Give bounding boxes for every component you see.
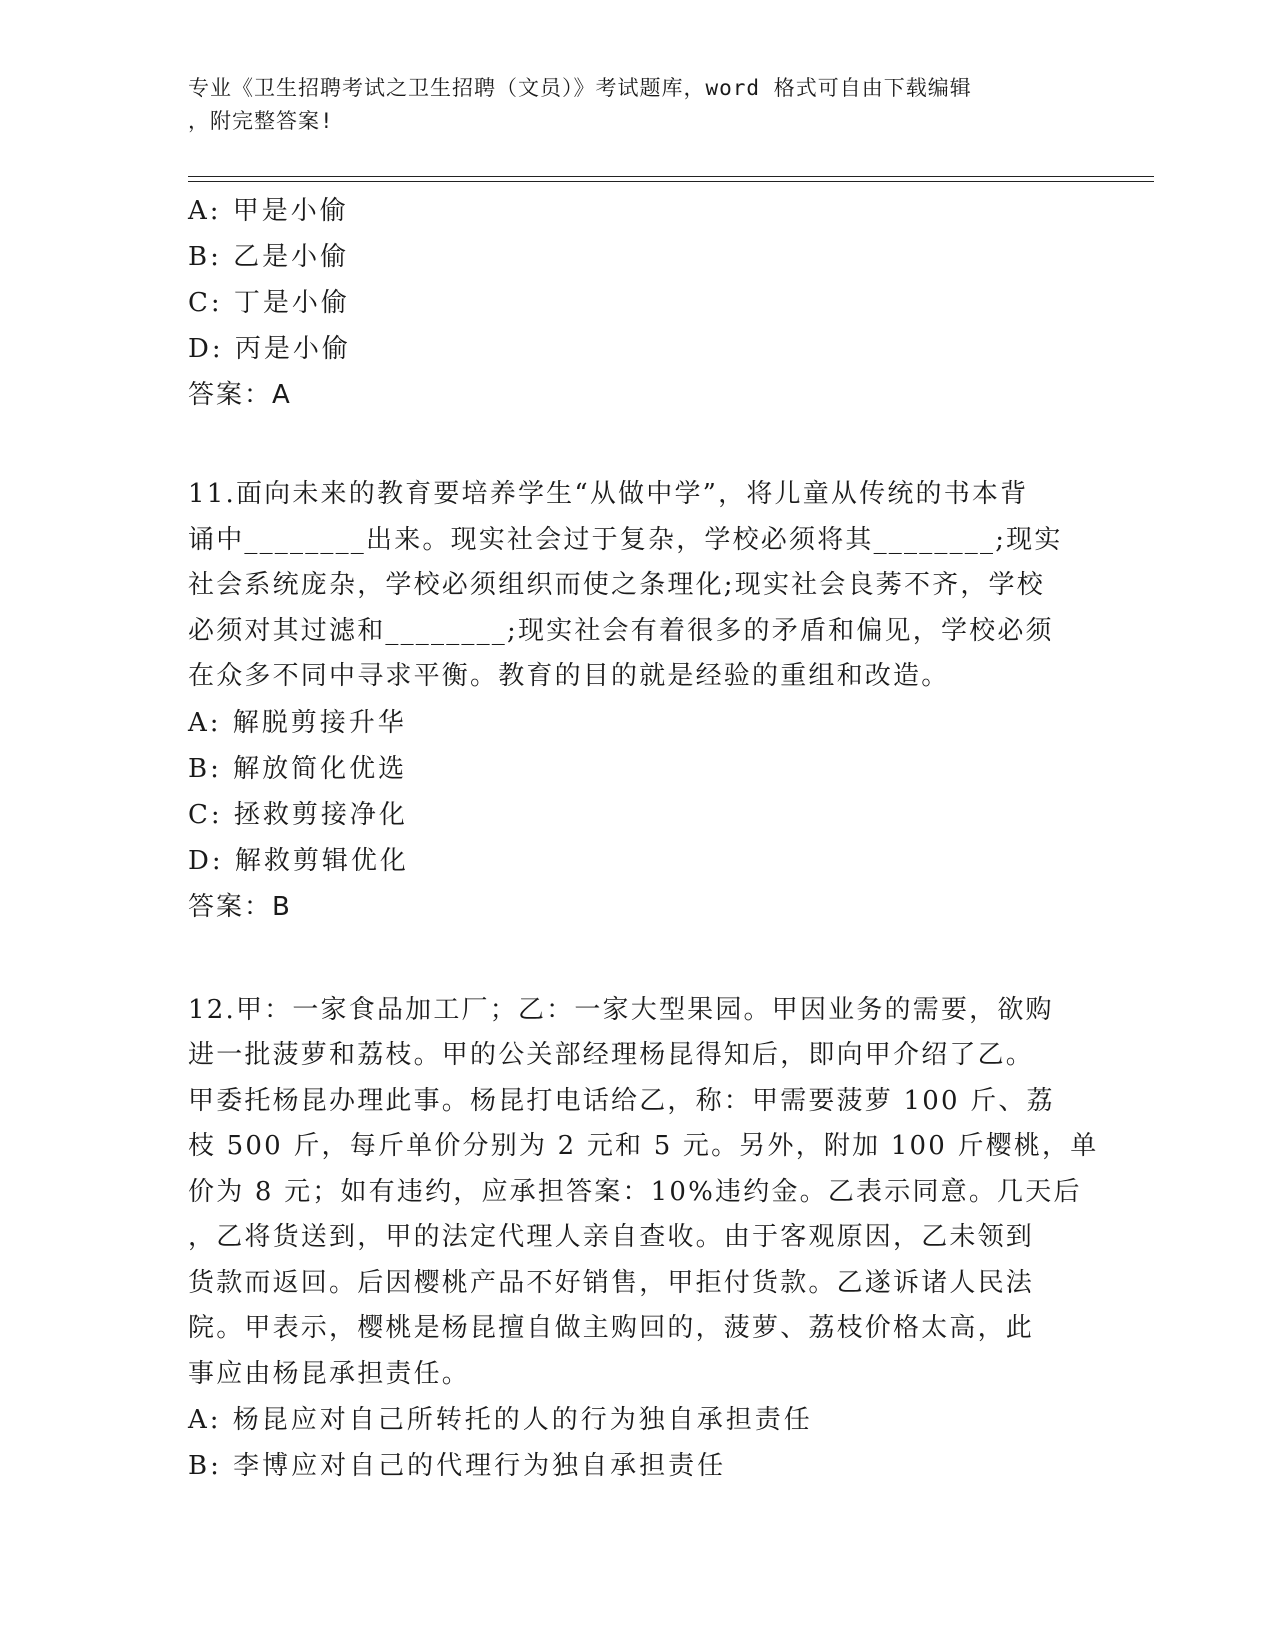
question-text-line: 价为 8 元；如有违约，应承担答案：10%违约金。乙表示同意。几天后 — [188, 1176, 1082, 1207]
question-text-line: 事应由杨昆承担责任。 — [188, 1358, 471, 1389]
question-text-line: 11.面向未来的教育要培养学生“从做中学”，将儿童从传统的书本背 — [188, 479, 1029, 509]
option-c: C: 丁是小偷 — [188, 288, 350, 318]
question-10-continuation — [188, 188, 1088, 418]
question-text-line: 货款而返回。后因樱桃产品不好销售，甲拒付货款。乙遂诉诸人民法 — [188, 1267, 1035, 1298]
header-line-1: 专业《卫生招聘考试之卫生招聘（文员）》考试题库，word 格式可自由下载编辑 — [188, 76, 972, 100]
option-a: A: 解脱剪接升华 — [188, 707, 407, 738]
question-11 — [188, 472, 1088, 930]
option-c: C: 拯救剪接净化 — [188, 799, 408, 830]
question-list — [188, 188, 1099, 1489]
question-text-line: ，乙将货送到，甲的法定代理人亲自查收。由于客观原因，乙未领到 — [188, 1222, 1035, 1252]
document-header — [188, 72, 1068, 138]
question-text-line: 枝 500 斤，每斤单价分别为 2 元和 5 元。另外，附加 100 斤樱桃，单 — [188, 1131, 1099, 1161]
question-text-line: 甲委托杨昆办理此事。杨昆打电话给乙，称：甲需要菠萝 100 斤、荔 — [188, 1085, 1055, 1116]
option-b: B: 李博应对自己的代理行为独自承担责任 — [188, 1451, 727, 1481]
option-a: A: 甲是小偷 — [188, 196, 349, 226]
answer-line: 答案：A — [188, 380, 292, 410]
header-line-2: ，附完整答案! — [188, 109, 334, 133]
answer-line: 答案：B — [188, 891, 292, 922]
question-text-line: 必须对其过滤和________;现实社会有着很多的矛盾和偏见，学校必须 — [188, 615, 1054, 646]
question-12 — [188, 988, 1099, 1490]
header-divider-secondary — [188, 181, 1154, 182]
question-text-line: 院。甲表示，樱桃是杨昆擅自做主购回的，菠萝、荔枝价格太高，此 — [188, 1313, 1035, 1343]
question-text-line: 诵中________出来。现实社会过于复杂，学校必须将其________;现实 — [188, 524, 1063, 555]
option-a: A: 杨昆应对自己所转托的人的行为独自承担责任 — [188, 1405, 813, 1435]
header-divider — [188, 176, 1154, 177]
option-b: B: 乙是小偷 — [188, 242, 350, 272]
question-text-line: 进一批菠萝和荔枝。甲的公关部经理杨昆得知后，即向甲介绍了乙。 — [188, 1040, 1035, 1070]
question-text-line: 在众多不同中寻求平衡。教育的目的就是经验的重组和改造。 — [188, 661, 950, 691]
option-d: D: 解救剪辑优化 — [188, 845, 409, 876]
option-d: D: 丙是小偷 — [188, 334, 351, 364]
question-text-line: 12.甲：一家食品加工厂；乙：一家大型果园。甲因业务的需要，欲购 — [188, 994, 1054, 1025]
question-text-line: 社会系统庞杂，学校必须组织而使之条理化;现实社会良莠不齐，学校 — [188, 570, 1045, 600]
option-b: B: 解放简化优选 — [188, 753, 408, 784]
